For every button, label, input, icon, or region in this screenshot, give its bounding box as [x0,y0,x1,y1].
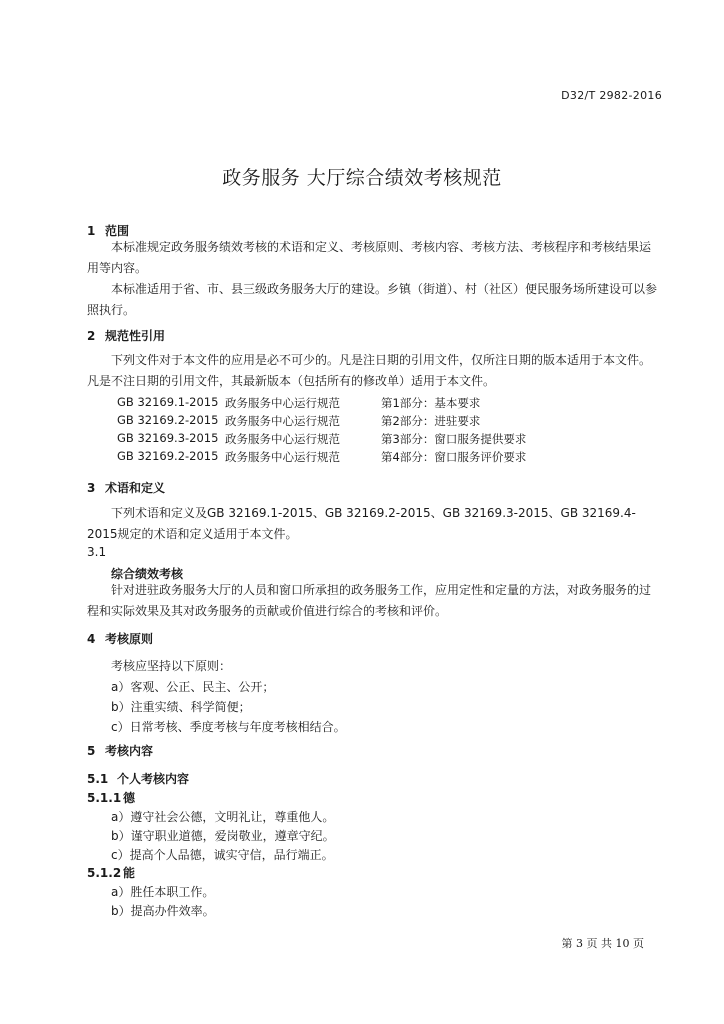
reference-part: 第4部分：窗口服务评价要求 [381,450,527,464]
section-1-paragraph-2 [87,279,657,321]
paragraph-text: 本标准适用于省、市、县三级政务服务大厅的建设。乡镇（街道）、村（社区）便民服务场所建设可以参照执行。 [87,282,658,317]
subsection-5-1-2-heading [87,864,135,881]
term-name: 综合绩效考核 [111,567,184,581]
reference-part: 第1部分：基本要求 [381,396,481,410]
list-item: a）遵守社会公德，文明礼让，尊重他人。 [111,810,335,824]
section-title: 规范性引用 [105,329,166,343]
reference-title: 政务服务中心运行规范 [225,396,340,410]
standard-code: D32/T 2982-2016 [561,89,662,102]
section-number: 5 [87,744,96,758]
reference-code: GB 32169.1-2015 [117,395,219,409]
page-number: 第 3 页 共 10 页 [561,937,644,950]
term-definition [87,580,657,622]
list-item: a）胜任本职工作。 [111,885,215,899]
section-3-heading [87,479,165,496]
reference-code: GB 32169.3-2015 [117,431,219,445]
list-item: a）客观、公正、民主、公开； [111,680,275,694]
reference-code: GB 32169.2-2015 [117,413,219,427]
list-item: c）提高个人品德，诚实守信，品行端正。 [111,848,334,862]
paragraph-text: 下列文件对于本文件的应用是必不可少的。凡是注日期的引用文件，仅所注日期的版本适用于本文件。凡是不注日期的引用文件，其最新版本（包括所有的修改单）适用于本文件。 [87,353,652,388]
section-1-paragraph-1 [87,237,657,279]
reference-title: 政务服务中心运行规范 [225,450,340,464]
section-title: 考核内容 [105,744,154,758]
section-number: 5.1 [87,772,109,786]
reference-code: GB 32169.2-2015 [117,449,219,463]
list-item: b）注重实绩、科学简便； [111,700,251,714]
section-number: 1 [87,224,96,238]
section-number: 3 [87,481,96,495]
reference-part: 第3部分：窗口服务提供要求 [381,432,527,446]
section-2-paragraph-1 [87,350,657,392]
list-item: c）日常考核、季度考核与年度考核相结合。 [111,720,346,734]
subsection-5-1-heading [87,770,189,787]
section-title: 考核原则 [105,632,154,646]
list-item: b）提高办件效率。 [111,904,215,918]
subsection-5-1-1-heading [87,789,135,806]
paragraph-text: 下列术语和定义及GB 32169.1-2015、GB 32169.2-2015、GB 32169.3-2015、GB 32169.4-2015规定的术语和定义适用于本文件。 [87,506,636,541]
subsection-3-1-number: 3.1 [87,545,107,559]
list-item: b）谨守职业道德，爱岗敬业，遵章守纪。 [111,829,335,843]
document-title: 政务服务 大厅综合绩效考核规范 [222,167,502,189]
paragraph-text: 针对进驻政务服务大厅的人员和窗口所承担的政务服务工作，应用定性和定量的方法，对政务服务的过程和实际效果及其对政务服务的贡献或价值进行综合的考核和评价。 [87,583,652,618]
section-3-paragraph-1 [87,503,657,545]
section-title: 范围 [105,224,130,238]
section-title: 能 [123,866,136,880]
section-number: 2 [87,329,96,343]
paragraph-text: 本标准规定政务服务绩效考核的术语和定义、考核原则、考核内容、考核方法、考核程序和考核结果运用等内容。 [87,240,652,275]
section-title: 德 [123,791,136,805]
section-2-heading [87,327,165,344]
reference-part: 第2部分：进驻要求 [381,414,481,428]
reference-title: 政务服务中心运行规范 [225,414,340,428]
reference-title: 政务服务中心运行规范 [225,432,340,446]
section-title: 术语和定义 [105,481,166,495]
section-5-heading [87,742,153,759]
section-4-heading [87,630,153,647]
principles-intro: 考核应坚持以下原则： [111,659,232,673]
section-number: 5.1.2 [87,866,122,880]
section-title: 个人考核内容 [117,772,190,786]
section-number: 4 [87,632,96,646]
section-number: 5.1.1 [87,791,122,805]
